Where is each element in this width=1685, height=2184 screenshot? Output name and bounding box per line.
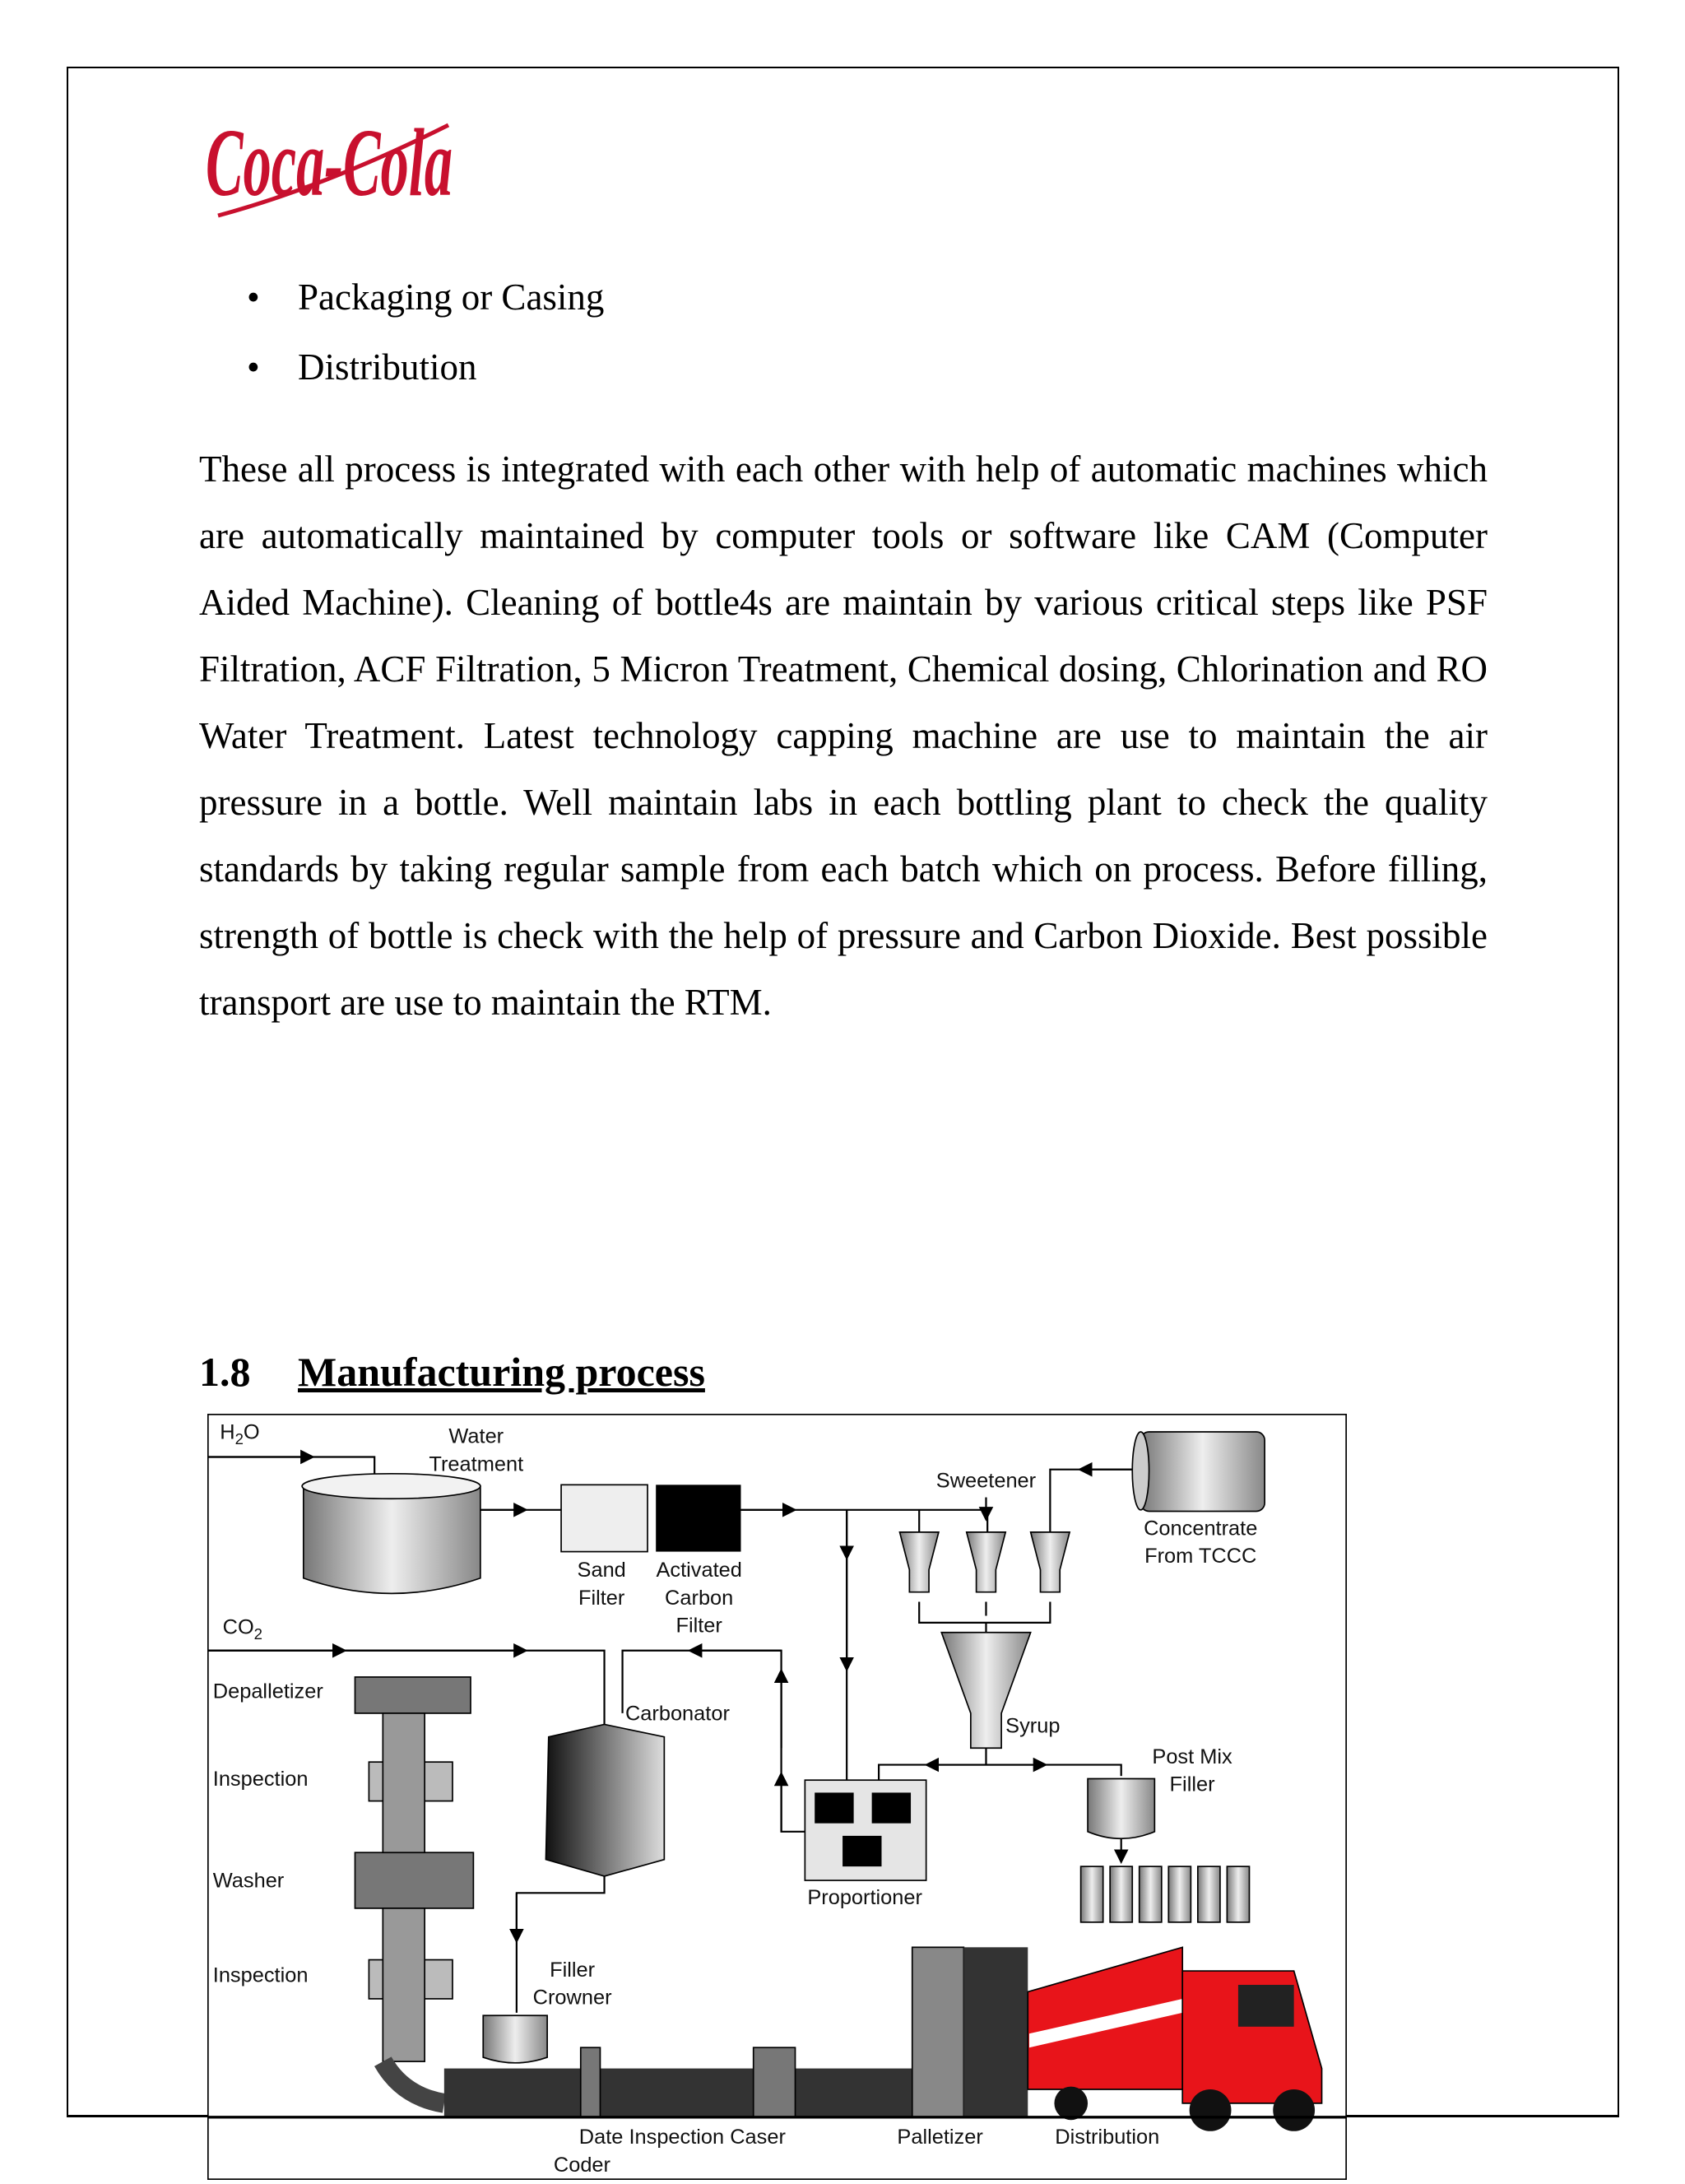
svg-text:Depalletizer: Depalletizer [212,1680,323,1703]
svg-text:Filter: Filter [578,1586,625,1610]
svg-text:Treatment: Treatment [429,1452,524,1476]
svg-text:Coder: Coder [553,2153,611,2177]
svg-text:Inspection: Inspection [212,1963,309,1987]
manufacturing-process-diagram [207,1414,1347,2180]
svg-text:Post Mix: Post Mix [1152,1745,1232,1768]
svg-text:Palletizer: Palletizer [897,2125,983,2149]
svg-text:Filler: Filler [1169,1773,1215,1796]
svg-text:Activated: Activated [656,1559,742,1582]
svg-text:Sand: Sand [577,1559,626,1582]
svg-text:Crowner: Crowner [532,1986,612,2010]
svg-text:Coca-Cola: Coca-Cola [206,109,453,216]
svg-text:Syrup: Syrup [1005,1714,1061,1738]
svg-text:Sweetener: Sweetener [935,1469,1037,1493]
svg-text:Filler: Filler [550,1958,596,1982]
svg-text:H2O: $H_2O$ [220,1420,260,1448]
bullet-icon: • [247,276,260,318]
svg-text:Carbonator: Carbonator [624,1702,730,1726]
bullet-icon: • [247,346,260,388]
body-paragraph: These all process is integrated with each other with help of automatic machines which are automatically maintained by computer tools or software like CAM (Computer Aided Machine). Cleaning of bottle4s are maintain by various critical steps like PSF Filtration, ACF Filtration, 5 Micron Treatment, Chemical dosing, Chlorination and RO Water Treatment. Latest technology capping machine are use to maintain the air pressure in a bottle. Well maintain labs in each bottling plant to check the quality standards by taking regular sample from each batch which on process. Before filling, strength of bottle is check with the help of pressure and Carbon Dioxide. Best possible transport are use to maintain the RTM. [199,448,1488,1023]
svg-text:Water: Water [448,1424,504,1448]
svg-text:From TCCC: From TCCC [1144,1545,1257,1568]
svg-text:Washer: Washer [212,1869,285,1893]
svg-text:Filter: Filter [675,1614,722,1638]
section-title: Manufacturing process [298,1349,705,1395]
svg-text:Carbon: Carbon [665,1586,734,1610]
section-number: 1.8 [199,1349,251,1395]
svg-text:Concentrate: Concentrate [1144,1517,1258,1540]
svg-text:CO2: $CO_2$ [222,1615,263,1643]
svg-text:Proportioner: Proportioner [807,1885,922,1909]
svg-text:Inspection: Inspection [212,1767,309,1791]
coca-cola-logo [202,92,457,236]
svg-text:Distribution: Distribution [1055,2125,1160,2149]
svg-text:Date Inspection Caser: Date Inspection Caser [578,2125,786,2149]
